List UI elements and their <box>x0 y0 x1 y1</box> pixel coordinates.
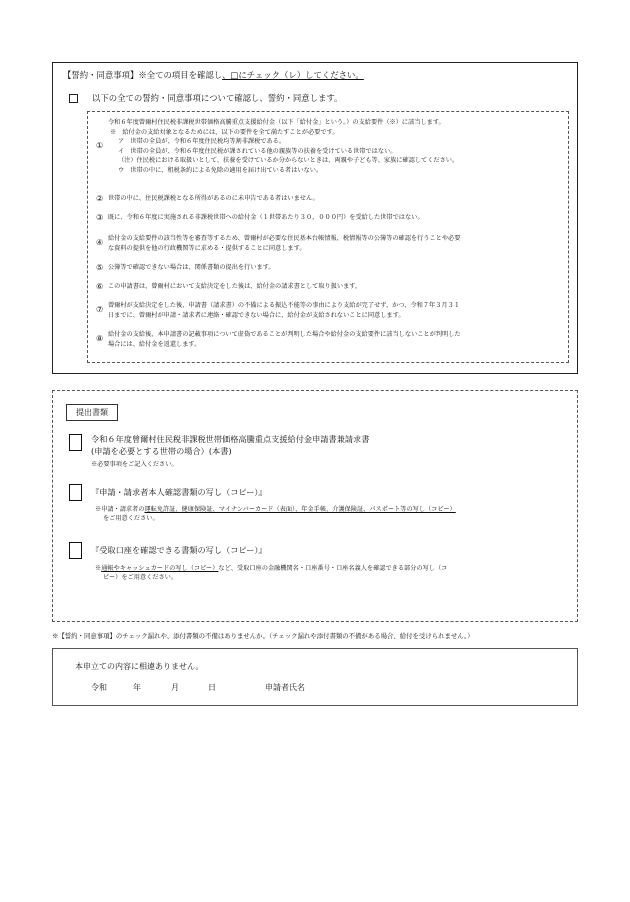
document-note-cont: ピー）をご用意ください。 <box>103 574 178 581</box>
item-line: 曾爾村が支給決定をした後、申請書（請求書）の不備による振込不能等の事由により支給が完了せず、かつ、令和７年３月３１ <box>108 302 460 309</box>
item-line: 公簿等で確認できない場合は、関係書類の提出を行います。 <box>108 264 275 271</box>
pledge-heading <box>63 69 364 81</box>
item-line: 令和６年度曾爾村住民税非課税世帯価格高騰重点支援給付金（以下「給付金」という。）の支給要件（※）に該当します。 <box>108 119 445 126</box>
applicant-name-label: 申請者氏名 <box>265 683 305 692</box>
item-number: ⑤ <box>96 263 104 272</box>
note-suffix: など、受取口座の金融機関名・口座番号・口座名義人を確認できる部分の写し（コ <box>218 565 448 572</box>
item-number: ④ <box>96 238 104 247</box>
day-label: 日 <box>208 683 216 692</box>
agree-all-row <box>69 92 342 104</box>
item-line: 既に、令和６年度に実施される非課税世帯への給付金（１世帯あたり３０，０００円）を受給した世帯ではない。 <box>108 214 424 221</box>
item-line: ※ 給付金の支給対象となるためには、以下の要件を全て満たすことが必要です。 <box>110 128 339 136</box>
document-checkbox[interactable] <box>69 484 82 501</box>
pledge-heading-instruction: 、□にチェック（レ）してください。 <box>222 70 364 80</box>
document-title: 令和６年度曾爾村住民税非課税世帯価格高騰重点支援給付金申請書兼請求書 <box>91 434 370 444</box>
item-number: ⑦ <box>96 305 104 314</box>
pledge-section <box>52 62 578 374</box>
month-label: 月 <box>171 683 179 692</box>
item-line: 世帯の中に、住民税課税となる所得があるのに未申告である者はいません。 <box>108 195 319 202</box>
documents-label: 提出書類 <box>66 404 118 421</box>
item-line: 場合には、給付金を返還します。 <box>108 340 201 348</box>
item-number: ⑧ <box>96 334 104 343</box>
declaration-box <box>52 648 578 706</box>
note-prefix: ※申請・請求者の <box>95 506 145 513</box>
note-prefix: ※ <box>95 565 102 572</box>
item-line: ウ 世帯の中に、租税条約による免除の適用を届け出ている者はいない。 <box>118 166 323 174</box>
note-underlined: 通帳やキャッシュカードの写し（コピー） <box>101 565 219 572</box>
agree-all-label: 以下の全ての誓約・同意事項について確認し、誓約・同意します。 <box>92 93 343 103</box>
document-subtitle: (申請を必要とする世帯の場合）(本書) <box>91 446 232 456</box>
item-line: 給付金の支給後、本申請書の記載事項について虚偽であることが判明した場合や給付金の支給要件に該当しないことが判明した <box>108 331 461 338</box>
item-number: ① <box>96 141 104 150</box>
item-number: ② <box>96 194 104 203</box>
documents-section <box>52 390 578 622</box>
document-note-cont: をご用意ください。 <box>103 515 159 522</box>
pledge-item-1 <box>88 118 568 176</box>
pledge-items <box>87 111 569 363</box>
item-line: （注）住民税における取扱いとして、扶養を受けているか分からないときは、両親や子ども等、家族に確認してください。 <box>118 157 459 165</box>
document-checkbox[interactable] <box>69 434 82 451</box>
item-line: な資料の提供を他の行政機関等に求める・提供することに同意します。 <box>108 244 306 252</box>
declaration-text: 本申立ての内容に相違ありません。 <box>75 662 204 671</box>
footnote: ※【誓約・同意事項】のチェック漏れや、添付書類の不備はありませんか。（チェック漏れや添付書類の不備がある場合、給付を受けられません。） <box>52 632 474 640</box>
item-line: 給付金の支給要件の該当性等を審査等するため、曾爾村が必要な住民基本台帳情報、税情報等の公簿等の確認を行うことや必要 <box>108 235 461 242</box>
year-label: 年 <box>133 683 141 692</box>
note-underlined: 運転免許証、健康保険証、マイナンバーカード（表面）、年金手帳、介護保険証、パスポート等の写し（コピー） <box>144 506 456 513</box>
item-line: 日までに、曾爾村が申請・請求者に連絡・確認できない場合に、給付金が支給されないことに同意します。 <box>108 311 405 319</box>
pledge-heading-text: 【誓約・同意事項】※全ての項目を確認し <box>63 70 223 80</box>
item-line: この申請書は、曾爾村において支給決定をした後は、給付金の請求書として取り扱います。 <box>108 283 362 290</box>
document-title: 『申請・請求者本人確認書類の写し（コピー）』 <box>91 487 267 497</box>
document-checkbox[interactable] <box>69 542 82 559</box>
item-line: ア 世帯の全員が、令和６年度住民税均等割非課税である。 <box>118 138 286 146</box>
item-number: ⑥ <box>96 282 104 291</box>
era-label: 令和 <box>91 683 107 692</box>
document-note: ※必要事項をご記入ください。 <box>91 461 178 468</box>
document-note <box>95 505 456 514</box>
agree-all-checkbox[interactable] <box>69 94 78 103</box>
document-note <box>95 564 447 573</box>
item-number: ③ <box>96 213 104 222</box>
document-title: 『受取口座を確認できる書類の写し（コピー）』 <box>91 545 267 555</box>
item-line: イ 世帯の全員が、令和６年度住民税が課されている他の親族等の扶養を受けている世帯ではない。 <box>118 147 397 155</box>
